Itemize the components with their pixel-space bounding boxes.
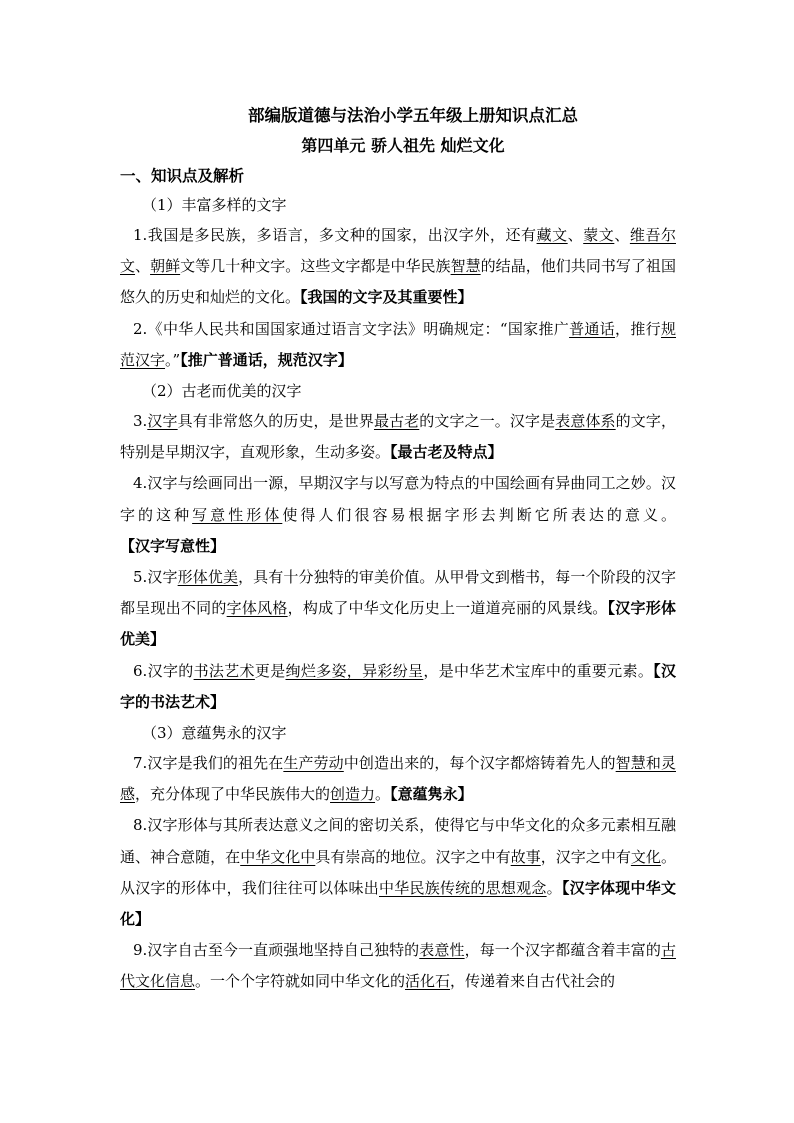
document-title: 部编版道德与法治小学五年级上册知识点汇总 (248, 106, 578, 125)
paragraph-4: 4.汉字与绘画同出一源，早期汉字与以写意为特点的中国绘画有异曲同工之妙。汉字的这种写意性形体使得人们很容易根据字形去判断它所表达的意义。【汉字写意性】 (120, 474, 676, 555)
subheading-2: （2）古老而优美的汉字 (142, 382, 302, 401)
subheading-3: （3）意蕴隽永的汉字 (142, 724, 287, 743)
subheading-1: （1）丰富多样的文字 (142, 196, 287, 214)
paragraph-1: 1.我国是多民族，多语言，多文种的国家，出汉字外，还有藏文、蒙文、维吾尔文、朝鲜文等几十种文字。这些文字都是中华民族智慧的结晶，他们共同书写了祖国悠久的历史和灿烂的文化。【我国的文字及其重要性】 (120, 226, 676, 307)
section-heading: 一、知识点及解析 (120, 166, 245, 185)
paragraph-5: 5.汉字形体优美，具有十分独特的审美价值。从甲骨文到楷书，每一个阶段的汉字都呈现出不同的字体风格，构成了中华文化历史上一道道亮丽的风景线。【汉字形体优美】 (120, 568, 676, 649)
paragraph-6: 6.汉字的书法艺术更是绚烂多姿，异彩纷呈，是中华艺术宝库中的重要元素。【汉字的书法艺术】 (120, 661, 676, 711)
unit-title: 第四单元 骄人祖先 灿烂文化 (301, 136, 505, 155)
paragraph-7: 7.汉字是我们的祖先在生产劳动中创造出来的，每个汉字都熔铸着先人的智慧和灵感，充分体现了中华民族伟大的创造力。【意蕴隽永】 (120, 754, 676, 804)
paragraph-2: 2.《中华人民共和国国家通过语言文字法》明确规定：“国家推广普通话，推行规范汉字。”【推广普通话，规范汉字】 (120, 319, 676, 369)
paragraph-3: 3.汉字具有非常悠久的历史，是世界最古老的文字之一。汉字是表意体系的文字，特别是早期汉字，直观形象，生动多姿。【最古老及特点】 (120, 412, 676, 462)
document-page (120, 102, 676, 998)
paragraph-8: 8.汉字形体与其所表达意义之间的密切关系，使得它与中华文化的众多元素相互融通、神合意随，在中华文化中具有崇高的地位。汉字之中有故事，汉字之中有文化。从汉字的形体中，我们往往可以体味出中华民族传统的思想观念。【汉字体现中华文化】 (120, 816, 676, 929)
paragraph-9: 9.汉字自古至今一直顽强地坚持自己独特的表意性，每一个汉字都蕴含着丰富的古代文化信息。一个个字符就如同中华文化的活化石，传递着来自古代社会的 (120, 941, 676, 991)
